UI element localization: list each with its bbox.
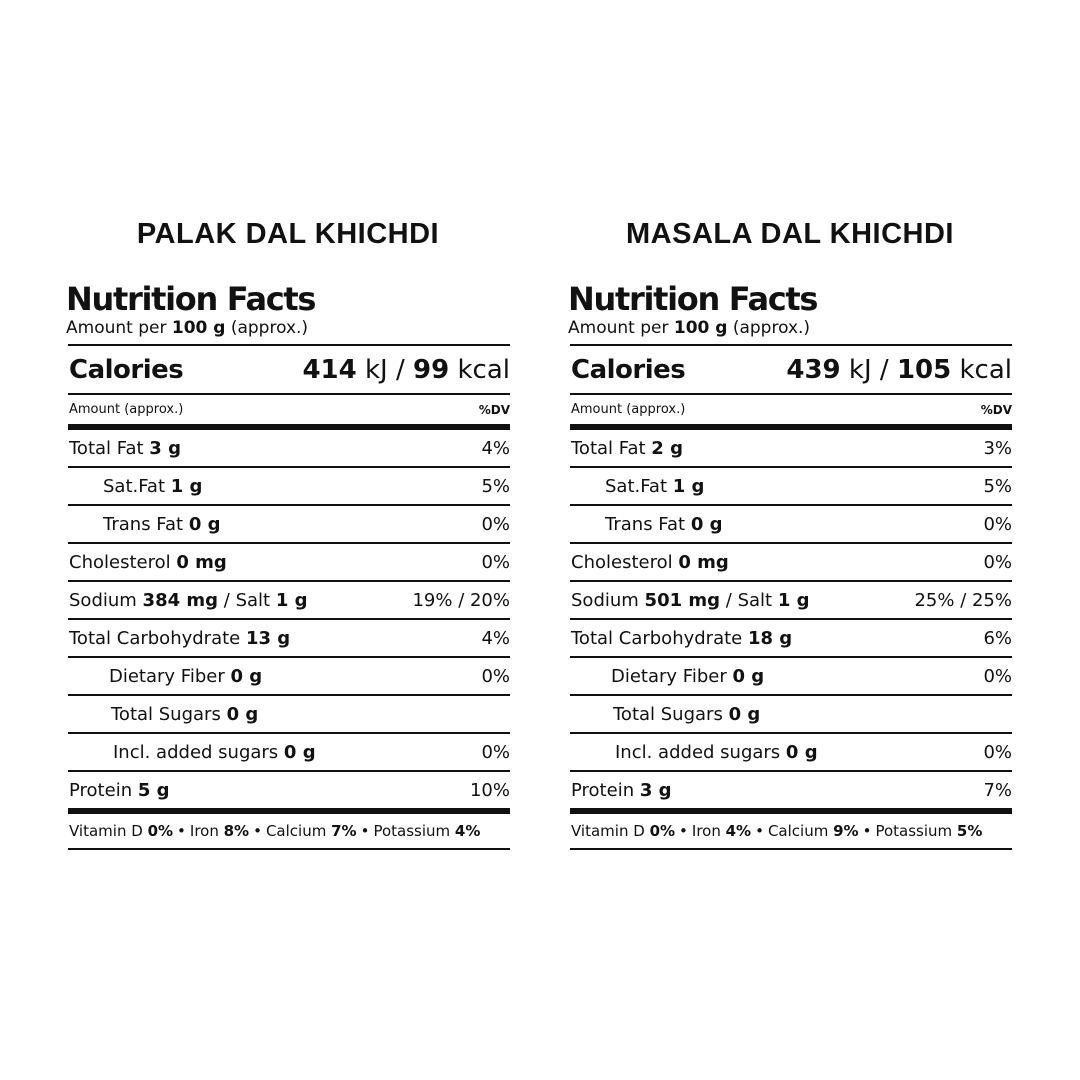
vitamin-name: Calcium	[265, 822, 327, 840]
nutrient-row	[69, 620, 510, 656]
nutrient-row	[571, 582, 1012, 618]
nutrient-row	[571, 544, 1012, 580]
nutrient-name: Cholesterol	[571, 551, 673, 573]
calories-kcal: 105	[896, 354, 952, 385]
nutrient-label	[69, 628, 290, 649]
vitamin-value: 0%	[147, 822, 174, 840]
nutrient-name: Total Carbohydrate	[69, 627, 241, 649]
serving-amount: 100 g	[673, 318, 728, 338]
nutrient-row	[571, 734, 1012, 770]
nutrition-panel-masala	[568, 214, 1012, 850]
nutrient-label	[69, 704, 258, 725]
nutrient-extra-sep: /	[725, 589, 732, 611]
nutrient-amount: 3 g	[149, 437, 181, 459]
nutrient-row	[69, 582, 510, 618]
bullet-separator: •	[862, 822, 872, 840]
nutrient-amount: 501 mg	[644, 589, 721, 611]
nutrient-label	[69, 666, 262, 687]
bullet-separator: •	[679, 822, 688, 840]
nutrition-facts-heading: Nutrition Facts	[66, 280, 316, 318]
nutrient-label	[69, 438, 181, 459]
calories-sep: /	[879, 354, 889, 385]
calories-sep: /	[396, 354, 405, 385]
nutrient-name: Sodium	[69, 589, 137, 611]
vitamin-value: 5%	[956, 822, 983, 840]
nutrient-row	[69, 468, 510, 504]
bullet-separator: •	[253, 822, 262, 840]
vitamin-name: Potassium	[373, 822, 451, 840]
vitamin-name: Potassium	[875, 822, 953, 840]
nutrient-dv: 4%	[481, 437, 510, 459]
divider	[570, 848, 1012, 850]
amount-header-label: Amount (approx.)	[69, 402, 184, 417]
nutrient-label	[571, 476, 704, 497]
nutrition-facts-heading: Nutrition Facts	[568, 280, 818, 318]
vitamin-value: 9%	[833, 822, 859, 840]
nutrient-name: Total Carbohydrate	[571, 627, 743, 649]
nutrient-name: Total Fat	[69, 437, 144, 459]
nutrient-name: Dietary Fiber	[109, 665, 225, 687]
nutrient-label	[571, 514, 723, 535]
serving-prefix: Amount per	[568, 318, 669, 338]
nutrient-row	[571, 620, 1012, 656]
product-title: PALAK DAL KHICHDI	[136, 218, 440, 250]
bullet-separator: •	[360, 822, 370, 840]
amount-header	[69, 395, 510, 424]
nutrient-row	[69, 658, 510, 694]
nutrient-row	[69, 544, 510, 580]
nutrient-extra-sep: /	[223, 589, 230, 611]
calories-row	[571, 346, 1012, 393]
nutrient-amount: 0 g	[690, 513, 723, 535]
nutrient-dv: 0%	[481, 665, 510, 687]
nutrient-extra-name: Salt	[235, 589, 271, 611]
nutrient-label	[571, 628, 792, 649]
calories-value	[302, 355, 510, 385]
nutrient-amount: 18 g	[747, 627, 793, 649]
nutrient-row	[571, 506, 1012, 542]
calories-kj: 414	[302, 354, 357, 385]
nutrient-row	[571, 430, 1012, 466]
nutrition-panel-palak	[66, 214, 510, 850]
nutrient-extra-amount: 1 g	[777, 589, 810, 611]
nutrient-name: Sodium	[571, 589, 639, 611]
vitamin-name: Calcium	[767, 822, 829, 840]
nutrient-label	[69, 552, 227, 573]
nutrient-amount: 2 g	[651, 437, 683, 459]
nutrient-amount: 13 g	[245, 627, 291, 649]
nutrient-row	[69, 696, 510, 732]
nutrient-dv: 6%	[983, 627, 1012, 649]
nutrient-name: Sat.Fat	[605, 475, 668, 497]
nutrient-name: Cholesterol	[69, 551, 171, 573]
nutrient-row	[571, 772, 1012, 808]
nutrient-name: Incl. added sugars	[113, 741, 279, 763]
nutrient-name: Protein	[69, 779, 133, 801]
nutrient-name: Sat.Fat	[103, 475, 166, 497]
vitamin-value: 4%	[725, 822, 752, 840]
calories-kj: 439	[786, 354, 841, 385]
vitamin-value: 4%	[454, 822, 481, 840]
nutrient-label	[571, 552, 729, 573]
calories-kcal: 99	[413, 354, 450, 385]
nutrient-dv: 25% / 25%	[914, 589, 1012, 611]
bullet-separator: •	[177, 822, 186, 840]
nutrient-amount: 0 g	[226, 703, 259, 725]
nutrient-row	[571, 658, 1012, 694]
calories-kj-unit: kJ	[848, 354, 872, 385]
divider	[68, 848, 510, 850]
nutrient-dv: 0%	[481, 513, 510, 535]
nutrient-amount: 0 g	[728, 703, 761, 725]
calories-value	[786, 355, 1012, 385]
nutrient-label	[571, 590, 810, 611]
nutrient-amount: 3 g	[639, 779, 672, 801]
nutrient-label	[69, 742, 316, 763]
calories-label: Calories	[571, 354, 686, 385]
nutrient-row	[69, 430, 510, 466]
nutrient-amount: 384 mg	[142, 589, 219, 611]
product-title: MASALA DAL KHICHDI	[626, 218, 954, 250]
nutrient-name: Total Sugars	[613, 703, 723, 725]
nutrient-dv: 3%	[983, 437, 1012, 459]
nutrient-label	[69, 590, 308, 611]
nutrient-extra-amount: 1 g	[275, 589, 308, 611]
nutrient-name: Incl. added sugars	[615, 741, 781, 763]
nutrient-amount: 0 mg	[176, 551, 227, 573]
vitamin-value: 8%	[223, 822, 250, 840]
nutrient-row	[69, 772, 510, 808]
nutrient-label	[571, 704, 760, 725]
nutrient-label	[69, 780, 170, 801]
nutrient-row	[69, 734, 510, 770]
nutrient-amount: 0 g	[230, 665, 263, 687]
vitamin-value: 7%	[331, 822, 357, 840]
nutrient-amount: 0 g	[283, 741, 316, 763]
vitamin-name: Vitamin D	[571, 822, 645, 840]
serving-prefix: Amount per	[66, 318, 167, 338]
nutrient-dv: 5%	[983, 475, 1012, 497]
serving-suffix: (approx.)	[230, 318, 309, 338]
nutrient-extra-name: Salt	[737, 589, 773, 611]
calories-kcal-unit: kcal	[457, 354, 510, 385]
dv-header-label: %DV	[478, 402, 510, 417]
nutrient-name: Trans Fat	[605, 513, 686, 535]
vitamin-name: Vitamin D	[69, 822, 143, 840]
nutrient-amount: 0 g	[785, 741, 818, 763]
calories-kj-unit: kJ	[365, 354, 388, 385]
nutrient-row	[69, 506, 510, 542]
nutrient-dv: 0%	[983, 551, 1012, 573]
nutrient-dv: 0%	[983, 741, 1012, 763]
amount-header-label: Amount (approx.)	[571, 402, 686, 417]
nutrient-name: Total Sugars	[111, 703, 221, 725]
calories-kcal-unit: kcal	[959, 354, 1012, 385]
nutrient-label	[571, 780, 672, 801]
nutrient-amount: 0 g	[732, 665, 765, 687]
calories-row	[69, 346, 510, 393]
serving-size	[66, 316, 510, 344]
dv-header-label: %DV	[980, 402, 1012, 417]
bullet-separator: •	[755, 822, 764, 840]
vitamin-value: 0%	[649, 822, 676, 840]
nutrient-dv: 4%	[481, 627, 510, 649]
nutrient-amount: 1 g	[672, 475, 705, 497]
nutrient-name: Protein	[571, 779, 635, 801]
nutrient-label	[69, 514, 221, 535]
nutrient-label	[571, 742, 818, 763]
nutrient-label	[571, 666, 764, 687]
vitamins-row	[69, 814, 510, 848]
nutrient-dv: 0%	[983, 513, 1012, 535]
nutrient-label	[571, 438, 683, 459]
nutrient-amount: 5 g	[137, 779, 170, 801]
nutrient-row	[571, 468, 1012, 504]
nutrient-dv: 10%	[469, 779, 510, 801]
nutrient-dv: 19% / 20%	[412, 589, 510, 611]
nutrient-name: Total Fat	[571, 437, 646, 459]
nutrient-amount: 0 mg	[678, 551, 729, 573]
nutrient-label	[69, 476, 202, 497]
nutrient-dv: 7%	[983, 779, 1012, 801]
serving-amount: 100 g	[171, 318, 226, 338]
serving-suffix: (approx.)	[732, 318, 811, 338]
nutrient-dv: 5%	[481, 475, 510, 497]
vitamin-name: Iron	[691, 822, 721, 840]
vitamin-name: Iron	[189, 822, 219, 840]
serving-size	[568, 316, 1012, 344]
nutrient-name: Trans Fat	[103, 513, 184, 535]
nutrient-name: Dietary Fiber	[611, 665, 727, 687]
nutrient-dv: 0%	[983, 665, 1012, 687]
nutrient-amount: 1 g	[170, 475, 203, 497]
nutrient-row	[571, 696, 1012, 732]
nutrient-amount: 0 g	[188, 513, 221, 535]
calories-label: Calories	[69, 354, 184, 385]
nutrient-dv: 0%	[481, 741, 510, 763]
nutrient-dv: 0%	[481, 551, 510, 573]
vitamins-row	[571, 814, 1012, 848]
amount-header	[571, 395, 1012, 424]
